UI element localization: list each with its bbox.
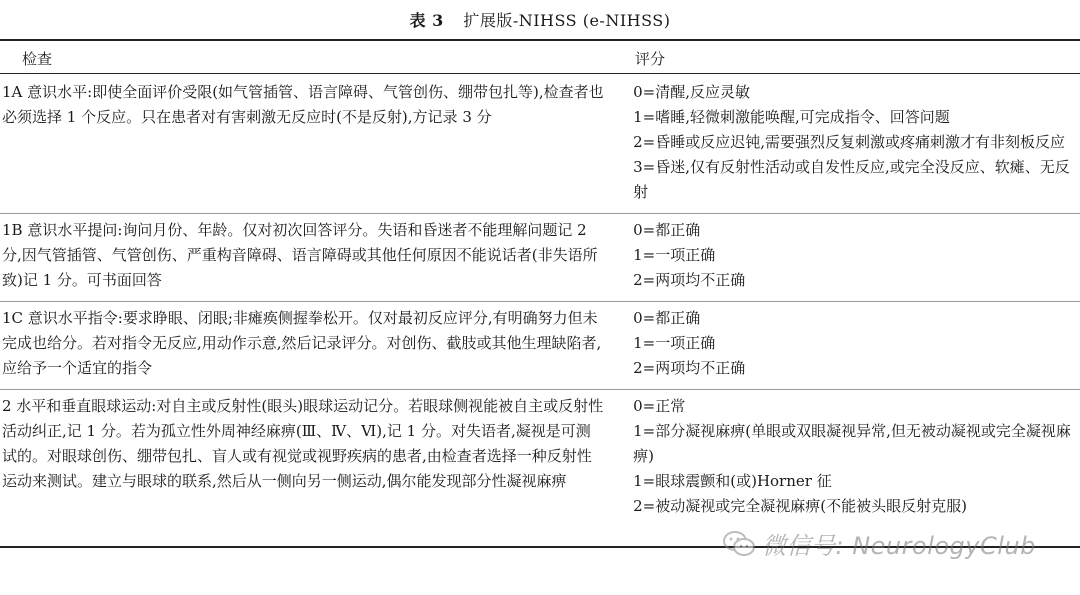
watermark-text: 微信号: NeurologyClub — [762, 532, 1036, 560]
exam-cell: 2 水平和垂直眼球运动:对自主或反射性(眼头)眼球运动记分。若眼球侧视能被自主或反射性活动纠正,记 1 分。若为孤立性外周神经麻痹(Ⅲ、Ⅳ、Ⅵ),记 1 分。对失语者,凝视是可测试的。对眼球创伤、绷带包扎、盲人或有视觉或视野疾病的患者,由检查者选择一种反射性运动来测试。建立与眼球的联系,然后从一侧向另一侧运动,偶尔能发现部分性凝视麻痹 — [0, 390, 625, 528]
score-option: 2=两项均不正确 — [633, 271, 746, 289]
exam-cell: 1B 意识水平提问:询问月份、年龄。仅对初次回答评分。失语和昏迷者不能理解问题记 2 分,因气管插管、气管创伤、严重构音障碍、语言障碍或其他任何原因不能说话者(非失语所致)记 1 分。可书面回答 — [0, 214, 625, 302]
score-option: 2=昏睡或反应迟钝,需要强烈反复刺激或疼痛刺激才有非刻板反应 — [633, 133, 1066, 151]
watermark — [722, 526, 1036, 561]
score-option: 1=一项正确 — [633, 246, 716, 264]
score-option: 2=两项均不正确 — [633, 359, 746, 377]
table-row — [0, 76, 1080, 214]
table-row — [0, 214, 1080, 302]
top-rule — [0, 39, 1080, 41]
table-title — [0, 8, 1080, 31]
wechat-icon — [722, 529, 756, 559]
score-option: 0=都正确 — [633, 221, 701, 239]
score-option: 1=眼球震颤和(或)Horner 征 — [633, 472, 832, 490]
score-option: 1=一项正确 — [633, 334, 716, 352]
exam-cell: 1C 意识水平指令:要求睁眼、闭眼;非瘫痪侧握拳松开。仅对最初反应评分,有明确努力但未完成也给分。若对指令无反应,用动作示意,然后记录评分。对创伤、截肢或其他生理缺陷者,应给予一个适宜的指令 — [0, 302, 625, 390]
score-option: 3=昏迷,仅有反射性活动或自发性反应,或完全没反应、软瘫、无反射 — [633, 158, 1070, 201]
header-score: 评分 — [635, 50, 666, 68]
table-row — [0, 302, 1080, 390]
nihss-table — [0, 76, 1080, 527]
score-cell — [625, 390, 1080, 528]
score-option: 0=都正确 — [633, 309, 701, 327]
score-option: 0=清醒,反应灵敏 — [633, 83, 751, 101]
score-cell — [625, 76, 1080, 214]
exam-cell: 1A 意识水平:即使全面评价受限(如气管插管、语言障碍、气管创伤、绷带包扎等),检查者也必须选择 1 个反应。只在患者对有害刺激无反应时(不是反射),方记录 3 分 — [2, 83, 604, 126]
header-rule — [0, 73, 1080, 74]
score-option: 0=正常 — [633, 397, 686, 415]
score-cell — [625, 302, 1080, 390]
table-row — [0, 390, 1080, 528]
header-exam: 检查 — [22, 50, 53, 68]
score-cell — [625, 214, 1080, 302]
score-option: 1=嗜睡,轻微刺激能唤醒,可完成指令、回答问题 — [633, 108, 950, 126]
table-number: 表 3 — [409, 11, 444, 30]
score-option: 1=部分凝视麻痹(单眼或双眼凝视异常,但无被动凝视或完全凝视麻痹) — [633, 422, 1071, 465]
table-title-text: 扩展版-NIHSS (e-NIHSS) — [463, 11, 671, 30]
score-option: 2=被动凝视或完全凝视麻痹(不能被头眼反射克服) — [633, 497, 967, 515]
